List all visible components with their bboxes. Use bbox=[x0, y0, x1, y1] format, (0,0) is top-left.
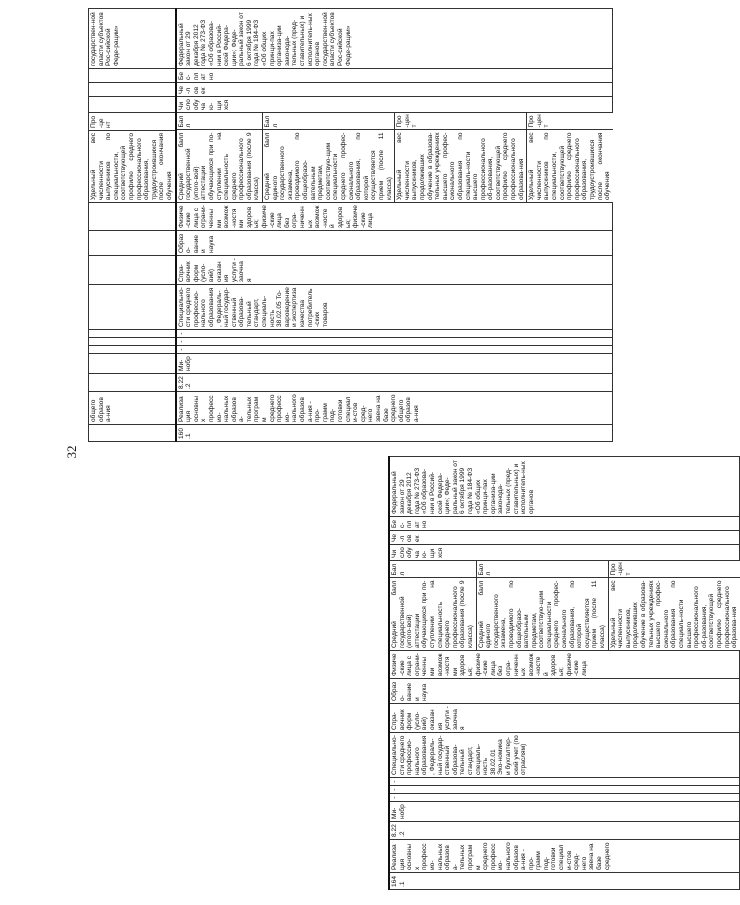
row-number: 164.1 bbox=[389, 873, 740, 890]
indicator-unit: Балл bbox=[476, 560, 608, 578]
table-lower bbox=[388, 460, 739, 890]
law-continuation: государствен-ной власти субъектов Рос-сийской Феде-рации» bbox=[89, 9, 176, 69]
empty-dash: - bbox=[389, 778, 740, 786]
indicator-continuation: Удельный вес численности выпускников по специальности, соответствующей профилю среднего профессионального образования, трудоустроившихся после окончания обучения bbox=[89, 131, 176, 203]
table-upper bbox=[88, 12, 612, 442]
volume-indicator: Число обучаю-щихся bbox=[389, 545, 740, 561]
indicator-unit: Балл bbox=[263, 112, 395, 130]
volume-indicator: Число обучаю-щихся bbox=[176, 97, 613, 113]
indicator-unit-continuation: Про-цент bbox=[89, 113, 176, 131]
category: Образо-вание и наука bbox=[176, 231, 613, 256]
form-reference: Спра-вочник форм (усло-вий) оказания услуги - заочная bbox=[389, 704, 740, 733]
category: Образо-вание и наука bbox=[389, 679, 740, 704]
volume-unit: Че-ловек bbox=[389, 531, 740, 545]
indicator-unit: Про-цент bbox=[395, 112, 527, 130]
indicator-text: Средний балл государственной (итого-вой) аттестации обучающихся при по-ступлении на специальность среднего профессионального образования (после 9 класса) bbox=[177, 130, 263, 202]
indicator-unit: Балл bbox=[177, 112, 263, 130]
indicator-unit: Про-цент bbox=[608, 560, 740, 578]
empty-dash: - bbox=[176, 338, 613, 346]
volume-unit: Че-ловек bbox=[176, 83, 613, 97]
row-name-continuation: общего образова-ния bbox=[89, 392, 176, 425]
service-name: Реализация основных профессио-нальных образова-тельных программ среднего профессио-нального образова-ния - про-грамм под-готовки специали-стов сред-него звена на базе среднего bbox=[389, 840, 740, 873]
empty-dash: - bbox=[389, 786, 740, 794]
indicator-text: Средний балл единого государственного экзамена, проводимого по общеобразо-вательным предметам, соответствую-щим специальности среднего профес-сионального образования, по которой осуществляется прием (после 11 класса) bbox=[263, 130, 395, 202]
indicator-unit: Балл bbox=[390, 560, 476, 578]
service-name: Реализация основных профессио-нальных образова-тельных программ среднего профессио-нального образова-ния - про-грамм под-готовки специали-стов сред-него звена на базе среднего общего образова-ния bbox=[176, 392, 613, 425]
empty-dash: - bbox=[389, 794, 740, 802]
page-number: 32 bbox=[64, 445, 79, 459]
consumers: Физиче-ские лица с ограни-ченными возмож-ностями здоровья; физиче-ские лица без огра-ниченных возмож-ностей здоровья; физиче-ские лица bbox=[176, 203, 613, 231]
indicator-text: Удельный вес численности выпускников, продолживших обучение в образова-тельных учреждениях высшего профес-сионального образования по специаль-ности высшего профессионального об-разования, соответствующей профилю среднего профессионального образова-ния bbox=[395, 130, 527, 202]
service-code: 8.22.2 bbox=[389, 822, 740, 840]
indicator-text: Средний балл единого государственного экзамена, проводимого по общеобразо-вательным предметам, соответствую-щим специальности среднего профес-сионального образования, по которой осуществляется прием (после 11 класса) bbox=[476, 578, 608, 650]
indicator-text: Удельный вес численности выпускников по специальности, соответствующей профилю среднего профессионального образования, трудоустроившихся после окончания обучения bbox=[528, 132, 612, 200]
row-number: 160.1 bbox=[176, 425, 613, 442]
indicator-unit: Про-цент bbox=[527, 112, 613, 130]
indicator-text: Удельный вес численности выпускников, продолживших обучение в образова-тельных учреждениях высшего профес-сионального образования по специаль-ности высшего профессионального об-разования, соответствующей профилю среднего профессионального образова-ния bbox=[609, 580, 739, 648]
empty-dash: - bbox=[176, 346, 613, 354]
payment: Бес-платно bbox=[176, 69, 613, 83]
table-row-164-1 bbox=[389, 457, 740, 890]
payment: Бес-платно bbox=[389, 517, 740, 531]
indicator-text: Средний балл государственной (итого-вой) аттестации обучающихся при по-ступлении на специальность среднего профессионального образования (после 9 класса) bbox=[390, 578, 476, 650]
consumers: Физиче-ские лица с ограни-ченными возмож-ностями здоровья; физиче-ские лица без огра-ниченных возмож-ностей здоровья; физиче-ские лица bbox=[389, 651, 740, 679]
authority: Ми-нобр bbox=[389, 802, 740, 822]
service-code: 8.22.2 bbox=[176, 374, 613, 392]
legal-basis: Федеральный закон от 29 декабря 2012 года № 273-ФЗ «Об образова-нии в Россий-ской Федера-ции»; Феде-ральный закон от 6 октября 1999 года № 184-ФЗ «Об общих принци-пах организа-ции законода-тельных (пред-ставительных) и исполнитель-ных органов bbox=[389, 457, 740, 517]
authority: Ми-нобр bbox=[176, 354, 613, 374]
quality-indicators bbox=[176, 113, 613, 203]
legal-basis: Федеральный закон от 29 декабря 2012 года № 273-ФЗ «Об образова-нии в Россий-ской Федера-ции»; Феде-ральный закон от 6 октября 1999 года № 184-ФЗ «Об общих принци-пах организа-ции законода-тельных (пред-ставительных) и исполнитель-ных органов государствен-ной власти субъектов Рос-сийской Феде-рации» bbox=[176, 9, 613, 69]
table-row-continuation bbox=[89, 9, 176, 442]
specialty: Специально-сти среднего профессио-нального образования, Федераль-ный государ-ственный образова-тельный стандарт, специаль-ность 38.02.05 То-вароведение и экспертиза качества потребитель-ских товаров bbox=[176, 285, 613, 330]
table-row-160-1 bbox=[176, 9, 613, 442]
quality-indicators bbox=[389, 561, 740, 651]
empty-dash: - bbox=[176, 330, 613, 338]
form-reference: Спра-вочник форм (усло-вий) оказания услуги - заочная bbox=[176, 256, 613, 285]
specialty: Специально-сти среднего профессио-нального образования, Федераль-ный государ-ственный образова-тельный стандарт, специаль-ность 38.02.01 Эко-номика и бухгалтер-ский учет (по отраслям) bbox=[389, 733, 740, 778]
